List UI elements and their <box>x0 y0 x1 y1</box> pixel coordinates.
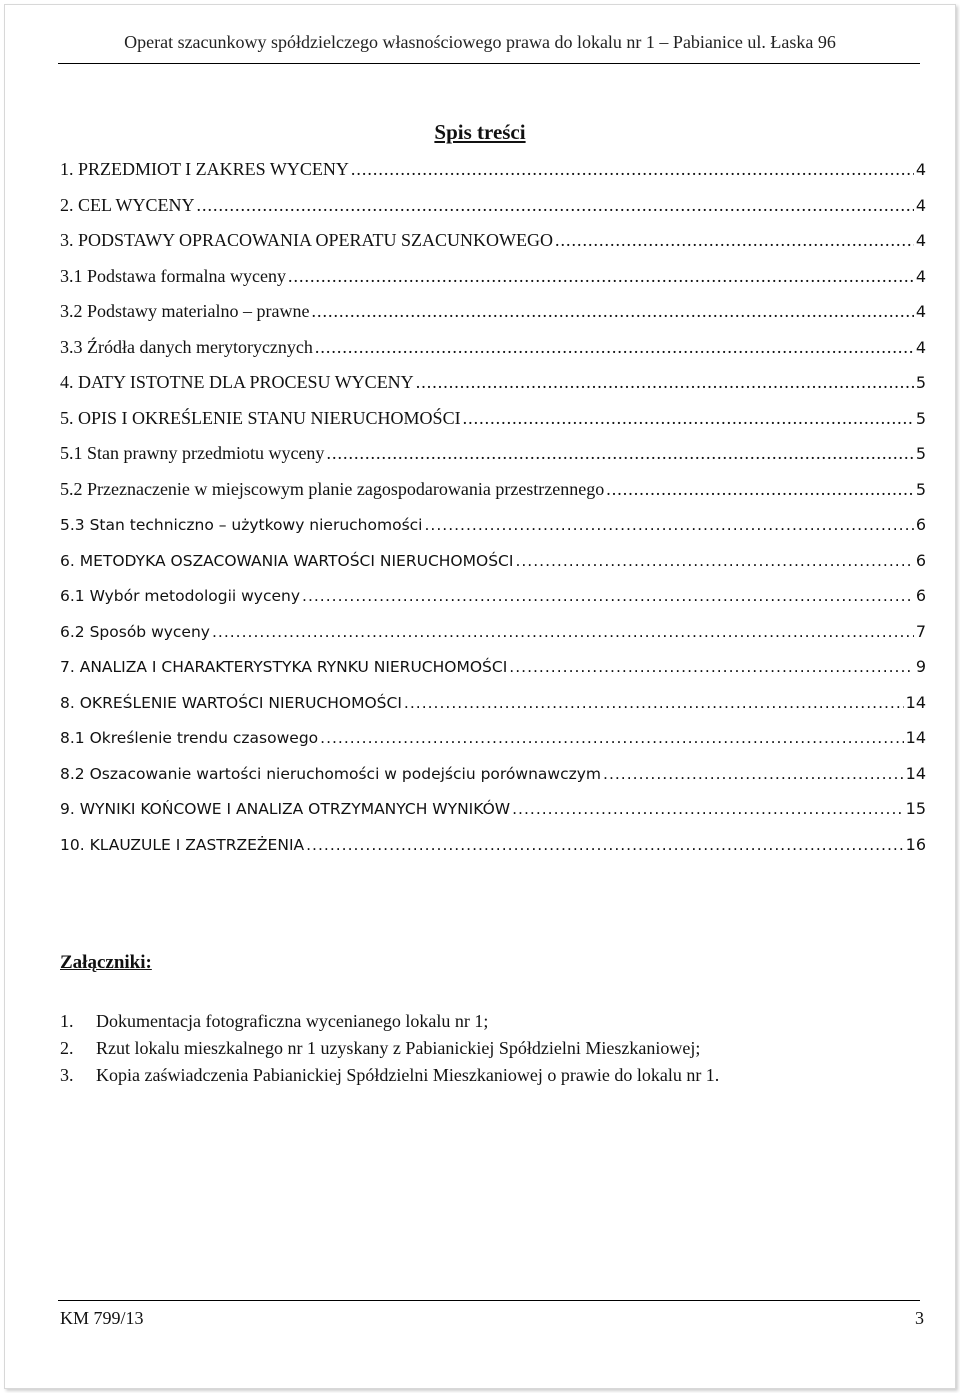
toc-entry-label: 7. ANALIZA I CHARAKTERYSTYKA RYNKU NIERUCHOMOŚCI <box>60 658 508 676</box>
dot-leader <box>606 472 914 508</box>
toc-entry-label: 8. OKREŚLENIE WARTOŚCI NIERUCHOMOŚCI <box>60 693 402 712</box>
toc-entry[interactable] <box>60 543 926 579</box>
toc-entry-label: 8.1 Określenie trendu czasowego <box>60 729 319 747</box>
dot-leader <box>288 259 914 295</box>
toc-entry-page: 16 <box>905 834 926 854</box>
toc-entry[interactable] <box>60 365 926 401</box>
toc-entry[interactable] <box>60 685 926 721</box>
dot-leader <box>509 650 914 686</box>
toc-entry-page: 6 <box>915 550 926 570</box>
toc-entry[interactable] <box>60 436 926 472</box>
attachment-number: 2. <box>60 1038 74 1058</box>
dot-leader <box>320 721 903 757</box>
toc-entry-page: 15 <box>905 799 926 818</box>
toc-entry[interactable] <box>60 472 926 508</box>
dot-leader <box>212 615 914 651</box>
toc-entry-label: 3.2 Podstawy materialno – prawne <box>60 301 310 321</box>
dot-leader <box>512 792 904 828</box>
dot-leader <box>515 544 913 580</box>
toc-title: Spis treści <box>434 120 526 144</box>
toc-entry-page: 4 <box>915 266 926 286</box>
toc-entry-label: 3. PODSTAWY OPRACOWANIA OPERATU SZACUNKOWEGO <box>60 230 553 250</box>
toc-entry-page: 5 <box>915 408 926 428</box>
dot-leader <box>326 436 913 472</box>
toc-entry-page: 4 <box>915 195 926 215</box>
toc-entry-label: 5.2 Przeznaczenie w miejscowym planie zagospodarowania przestrzennego <box>60 478 605 499</box>
toc-entry-page: 4 <box>915 231 926 250</box>
toc-entry-label: 10. KLAUZULE I ZASTRZEŻENIA <box>60 835 305 854</box>
toc-entry-page: 4 <box>915 337 926 357</box>
toc-entry-label: 4. DATY ISTOTNE DLA PROCESU WYCENY <box>60 372 414 392</box>
dot-leader <box>603 757 904 793</box>
toc-entry[interactable] <box>60 614 926 650</box>
dot-leader <box>404 686 904 722</box>
attachment-text: Kopia zaświadczenia Pabianickiej Spółdzielni Mieszkaniowej o prawie do lokalu nr 1. <box>96 1065 720 1085</box>
header-divider <box>58 63 920 64</box>
dot-leader <box>306 828 904 864</box>
dot-leader <box>424 508 913 544</box>
table-of-contents <box>60 152 926 862</box>
toc-entry-page: 4 <box>915 160 926 179</box>
dot-leader <box>555 223 914 259</box>
toc-entry[interactable] <box>60 791 926 827</box>
toc-entry[interactable] <box>60 720 926 756</box>
dot-leader <box>197 188 914 224</box>
document-id: KM 799/13 <box>60 1308 144 1328</box>
attachment-text: Dokumentacja fotograficzna wycenianego lokalu nr 1; <box>96 1011 489 1031</box>
attachment-number: 3. <box>60 1065 74 1085</box>
attachments-list <box>60 1008 920 1089</box>
attachment-item <box>60 1008 920 1035</box>
toc-entry[interactable] <box>60 223 926 259</box>
toc-entry-label: 5. OPIS I OKREŚLENIE STANU NIERUCHOMOŚCI <box>60 407 461 428</box>
toc-entry[interactable] <box>60 649 926 685</box>
toc-entry-page: 5 <box>915 373 926 392</box>
attachments-title: Załączniki: <box>60 952 152 973</box>
toc-entry[interactable] <box>60 259 926 295</box>
toc-entry-label: 3.1 Podstawa formalna wyceny <box>60 265 286 286</box>
dot-leader <box>311 294 913 330</box>
footer-divider <box>58 1300 920 1301</box>
toc-entry-page: 5 <box>915 479 926 499</box>
toc-entry-label: 1. PRZEDMIOT I ZAKRES WYCENY <box>60 159 349 179</box>
toc-entry-label: 9. WYNIKI KOŃCOWE I ANALIZA OTRZYMANYCH WYNIKÓW <box>60 800 511 818</box>
toc-entry[interactable] <box>60 401 926 437</box>
attachment-item <box>60 1062 920 1089</box>
dot-leader <box>315 330 914 366</box>
toc-entry[interactable] <box>60 827 926 863</box>
toc-entry-page: 4 <box>915 302 926 321</box>
toc-entry-page: 7 <box>915 621 926 641</box>
attachment-text: Rzut lokalu mieszkalnego nr 1 uzyskany z Pabianickiej Spółdzielni Mieszkaniowej; <box>96 1038 701 1058</box>
toc-entry[interactable] <box>60 507 926 543</box>
toc-entry[interactable] <box>60 578 926 614</box>
dot-leader <box>302 579 914 615</box>
toc-entry[interactable] <box>60 188 926 224</box>
dot-leader <box>416 365 914 401</box>
toc-entry[interactable] <box>60 756 926 792</box>
toc-entry-label: 3.3 Źródła danych merytorycznych <box>60 336 313 357</box>
toc-entry-label: 6.2 Sposób wyceny <box>60 622 210 641</box>
toc-entry-label: 5.1 Stan prawny przedmiotu wyceny <box>60 443 325 463</box>
toc-entry-page: 9 <box>915 657 926 676</box>
toc-entry-page: 6 <box>915 586 926 605</box>
toc-entry[interactable] <box>60 294 926 330</box>
toc-entry[interactable] <box>60 152 926 188</box>
attachment-item <box>60 1035 920 1062</box>
toc-entry-label: 5.3 Stan techniczno – użytkowy nieruchomości <box>60 516 423 534</box>
toc-entry-page: 6 <box>915 515 926 534</box>
page-header: Operat szacunkowy spółdzielczego własnościowego prawa do lokalu nr 1 – Pabianice ul. Łaska 96 <box>124 32 836 52</box>
dot-leader <box>351 152 914 188</box>
toc-entry-label: 6. METODYKA OSZACOWANIA WARTOŚCI NIERUCHOMOŚCI <box>60 551 514 570</box>
dot-leader <box>463 401 914 437</box>
toc-entry-page: 5 <box>915 444 926 463</box>
toc-entry-page: 14 <box>905 763 926 783</box>
toc-entry-label: 8.2 Oszacowanie wartości nieruchomości w podejściu porównawczym <box>60 764 602 783</box>
toc-entry[interactable] <box>60 330 926 366</box>
toc-entry-page: 14 <box>905 728 926 747</box>
toc-entry-label: 6.1 Wybór metodologii wyceny <box>60 587 301 605</box>
toc-entry-label: 2. CEL WYCENY <box>60 194 195 215</box>
attachment-number: 1. <box>60 1011 74 1031</box>
page-number: 3 <box>915 1308 924 1328</box>
toc-entry-page: 14 <box>905 692 926 712</box>
